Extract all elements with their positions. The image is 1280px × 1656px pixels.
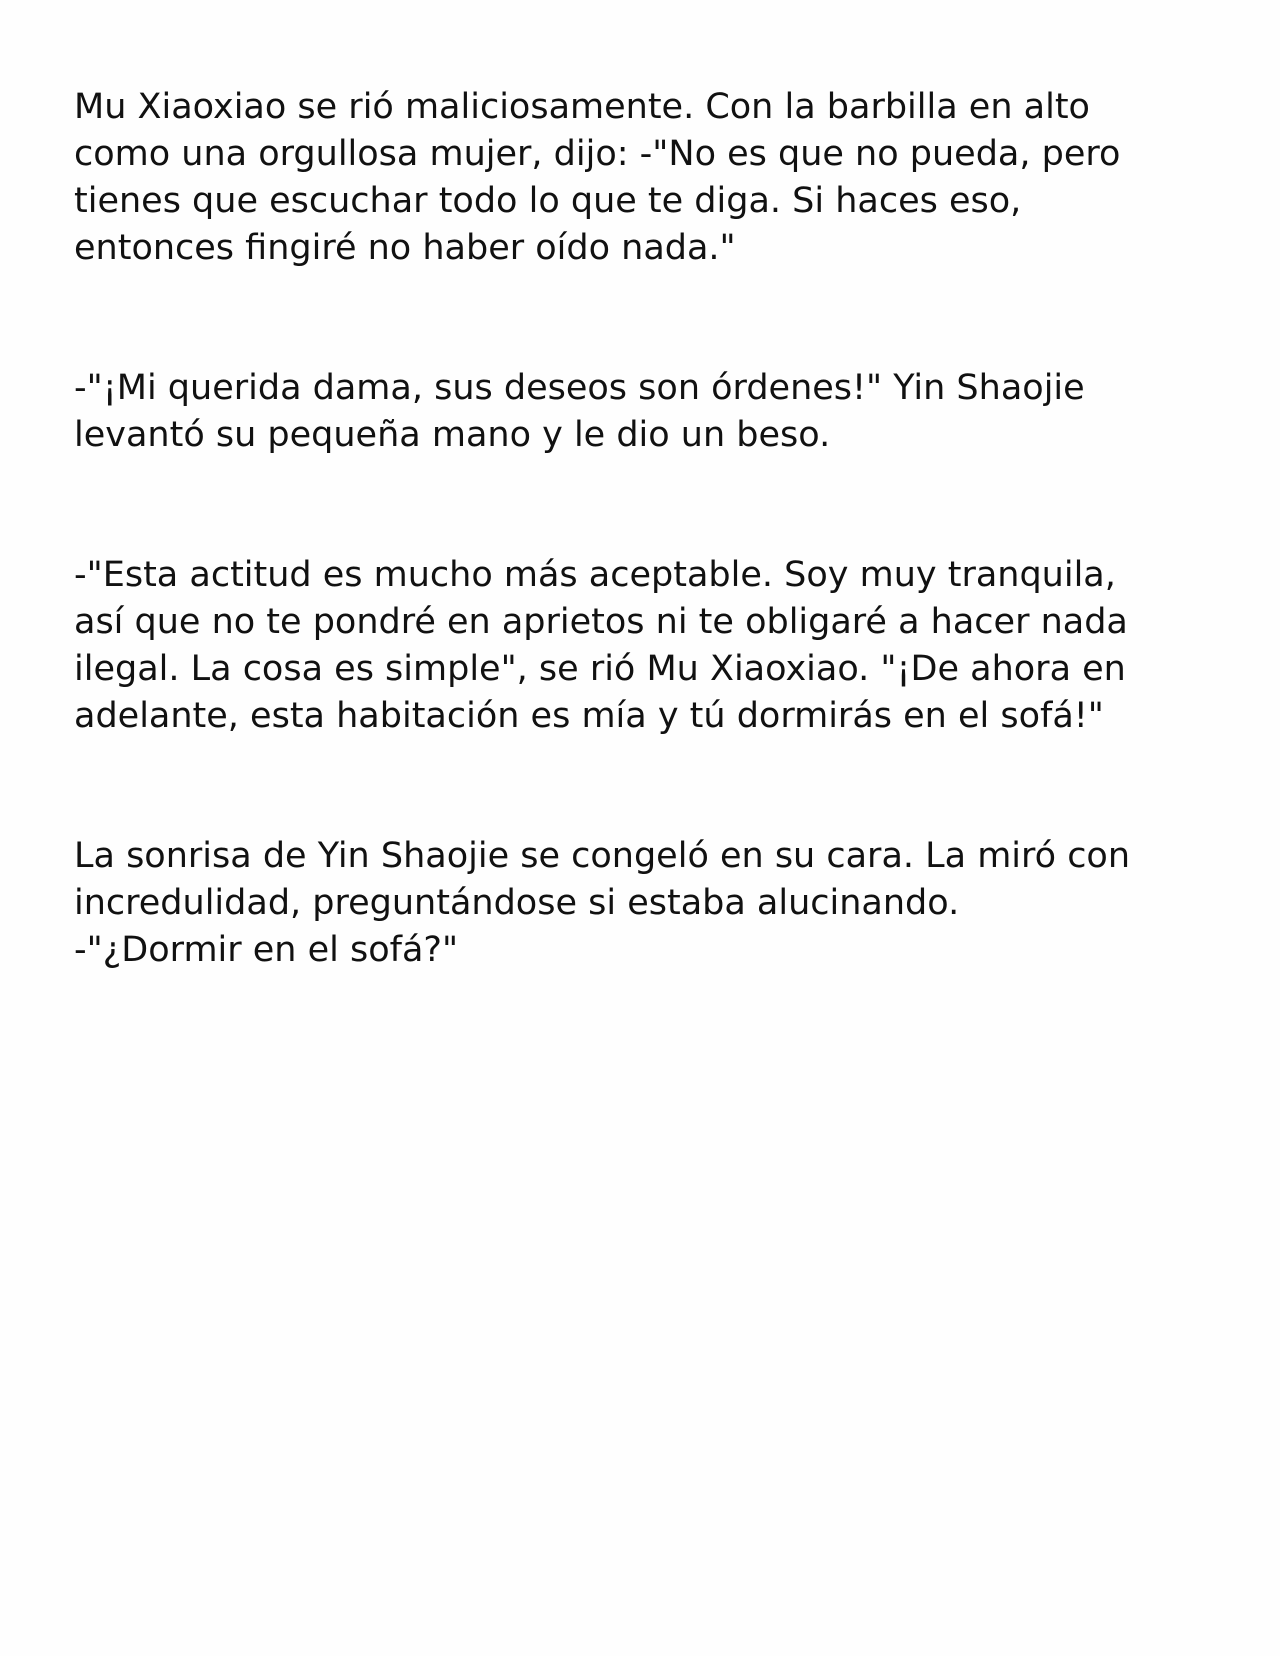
- document-page: [74, 84, 1224, 974]
- paragraph-3: -"Esta actitud es mucho más aceptable. Soy muy tranquila, así que no te pondré en aprietos ni te obligaré a hacer nada ilegal. La cosa es simple", se rió Mu Xiaoxiao. "¡De ahora en adelante, esta habitación es mía y tú dormirás en el sofá!": [74, 555, 1128, 736]
- paragraph-4: La sonrisa de Yin Shaojie se congeló en su cara. La miró con incredulidad, preguntándose si estaba alucinando. -"¿Dormir en el sofá?": [74, 836, 1131, 970]
- paragraph-1: Mu Xiaoxiao se rió maliciosamente. Con la barbilla en alto como una orgullosa mujer, dijo: -"No es que no pueda, pero tienes que escuchar todo lo que te diga. Si haces eso, entonces fingiré no haber oído nada.": [74, 87, 1121, 268]
- paragraph-2: -"¡Mi querida dama, sus deseos son órdenes!" Yin Shaojie levantó su pequeña mano y le dio un beso.: [74, 368, 1085, 455]
